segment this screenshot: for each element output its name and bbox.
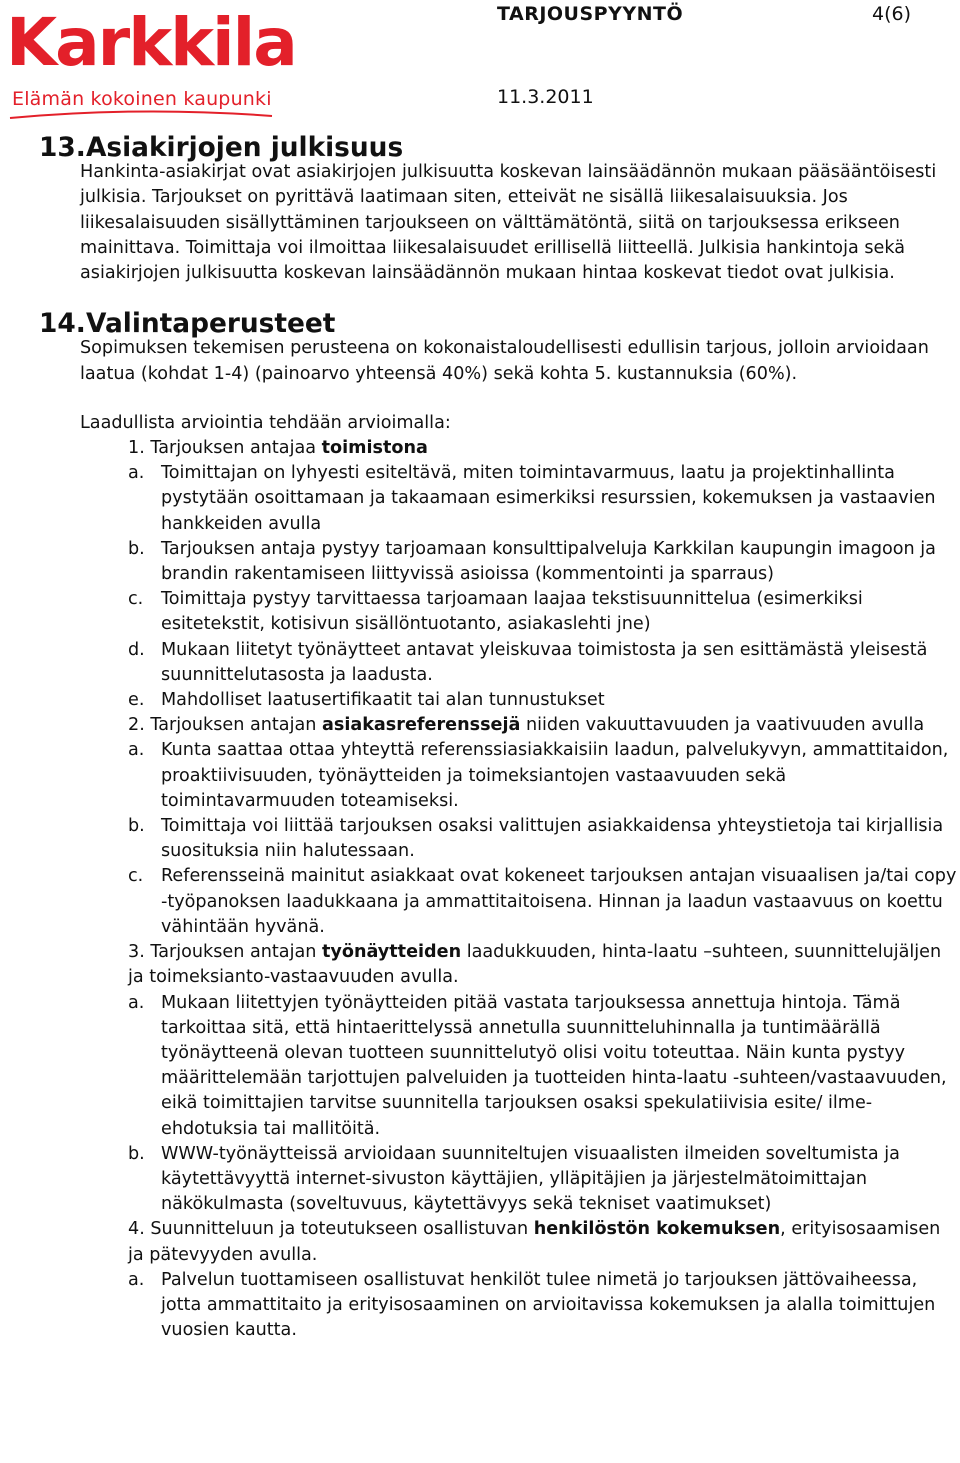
item-label: a. [128,1269,145,1290]
item-text: Toimittaja pystyy tarvittaessa tarjoamaan laajaa tekstisuunnittelua (esimerkiksi esitetekstit, kotisivun sisällöntuotanto, asiakaslehti jne) [161,589,863,635]
criterion-heading: 4. Suunnitteluun ja toteutukseen osallistuvan henkilöstön kokemuksen, erityisosaamisen ja pätevyyden avulla. [128,1219,941,1265]
item-label: d. [128,639,145,660]
section-13 [39,132,958,286]
criterion-item [128,537,958,587]
document-body [39,132,958,1343]
item-label: a. [128,740,145,761]
item-label: a. [128,463,145,484]
criterion-item [128,638,958,688]
item-label: a. [128,992,145,1013]
criterion-item [128,1268,958,1344]
criterion-item [128,814,958,864]
karkkila-logo [6,4,296,122]
criteria-lead: Laadullista arviointia tehdään arvioimalla: [80,412,451,433]
item-text: Tarjouksen antaja pystyy tarjoamaan konsulttipalveluja Karkkilan kaupungin imagoon ja brandin rakentamiseen liittyvissä asioissa (kommentointi ja sparraus) [161,538,936,585]
document-title: TARJOUSPYYNTÖ [497,3,684,25]
item-text: Palvelun tuottamiseen osallistuvat henkilöt tulee nimetä jo tarjouksen jättövaiheessa, jotta ammattitaito ja erityisosaaminen on arvioitavissa kokemuksen ja alalla toimittujen vuosien kautta. [161,1269,936,1341]
item-text: Mukaan liitettyjen työnäytteiden pitää vastata tarjouksessa annettuja hintoja. Tämä tarkoittaa sitä, että hintaerittelyssä annetulla suunnitteluhinnalla ja tuntimäärällä työnäytteenä olevan tuotteen suunnittelutyö olisi voitu toteuttaa. Näin kunta pystyy määrittelemään tarjottujen palveluiden ja tuotteiden hinta-laatu -suhteen/vastaavuuden, eikä toimittajien tarvitse suunnitella tarjouksen osaksi spekulatiivisia esite/ ilme-ehdotuksia tai mallitöitä. [161,992,947,1139]
document-date: 11.3.2011 [497,86,594,108]
item-text: Mukaan liitetyt työnäytteet antavat yleiskuvaa toimistosta ja sen esittämästä yleisestä suunnittelutasosta ja laadusta. [161,639,928,685]
item-text: Toimittaja voi liittää tarjouksen osaksi valittujen asiakkaidensa yhteystietoja tai kirjallisia suosituksia niin halutessaan. [161,816,944,862]
item-label: b. [128,538,145,559]
item-text: Referensseinä mainitut asiakkaat ovat kokeneet tarjouksen antajan visuaalisen ja/tai copy -työpanoksen laadukkaana ja ammattitaitoisena. Hinnan ja laadun vastaavuus on koettu vähintään hyvänä. [161,866,957,937]
criterion-item [128,991,958,1142]
criterion-item [128,688,958,713]
item-label: c. [128,866,144,887]
section-paragraph: Hankinta-asiakirjat ovat asiakirjojen julkisuutta koskevan lainsäädännön mukaan pääsääntöisesti julkisia. Tarjoukset on pyrittävä laatimaan siten, etteivät ne sisällä liikesalaisuuksia. Jos liikesalaisuuden sisällyttäminen tarjoukseen on välttämätöntä, siitä on tarjouksessa erikseen mainittava. Toimittaja voi ilmoittaa liikesalaisuudet erillisellä liitteellä. Julkisia hankintoja sekä asiakirjojen julkisuutta koskevan lainsäädännön mukaan hintaa koskevat tiedot ovat julkisia. [80,162,937,284]
item-text: WWW-työnäytteissä arvioidaan suunniteltujen visuaalisten ilmeiden soveltumista ja käytettävyyttä internet-sivuston käyttäjien, ylläpitäjien ja järjestelmätoimittajan näkökulmasta (soveltuvuus, käytettävyys sekä tekniset vaatimukset) [161,1143,900,1215]
criteria-list [80,436,958,1343]
criterion-heading: 2. Tarjouksen antajan asiakasreferenssejä niiden vakuuttavuuden ja vaativuuden avulla [128,715,925,736]
logo-tagline: Elämän kokoinen kaupunki [12,88,272,110]
item-label: b. [128,1143,145,1164]
section-paragraph: Sopimuksen tekemisen perusteena on kokonaistaloudellisesti edullisin tarjous, jolloin arvioidaan laatua (kohdat 1-4) (painoarvo yhteensä 40%) sekä kohta 5. kustannuksia (60%). [80,338,929,384]
section-heading: 13.Asiakirjojen julkisuus [39,132,404,163]
item-text: Mahdolliset laatusertifikaatit tai alan tunnustukset [161,690,605,711]
criterion-item [128,1142,958,1218]
item-label: b. [128,816,145,837]
logo-swoosh-icon [6,108,276,122]
item-label: c. [128,589,144,610]
criterion-item [128,738,958,814]
criterion-item [128,864,958,940]
item-text: Toimittajan on lyhyesti esiteltävä, miten toimintavarmuus, laatu ja projektinhallinta pystytään osoittamaan ja takaamaan esimerkiksi resurssien, kokemuksen ja vastaavien hankkeiden avulla [161,463,936,534]
criterion-heading: 1. Tarjouksen antajaa toimistona [128,438,428,459]
criterion-item [128,587,958,637]
criterion-item [128,461,958,537]
page-number: 4(6) [872,3,912,25]
criterion-heading: 3. Tarjouksen antajan työnäytteiden laadukkuuden, hinta-laatu –suhteen, suunnittelujäljen ja toimeksianto-vastaavuuden avulla. [128,942,942,988]
section-heading: 14.Valintaperusteet [39,308,336,340]
item-text: Kunta saattaa ottaa yhteyttä referenssiasiakkaisiin laadun, palvelukyvyn, ammattitaidon, proaktiivisuuden, työnäytteiden ja toimeksiantojen vastaavuuden sekä toimintavarmuuden toteamiseksi. [161,740,949,811]
logo-wordmark: Karkkila [6,4,296,81]
item-label: e. [128,690,145,711]
section-14 [39,308,958,1343]
